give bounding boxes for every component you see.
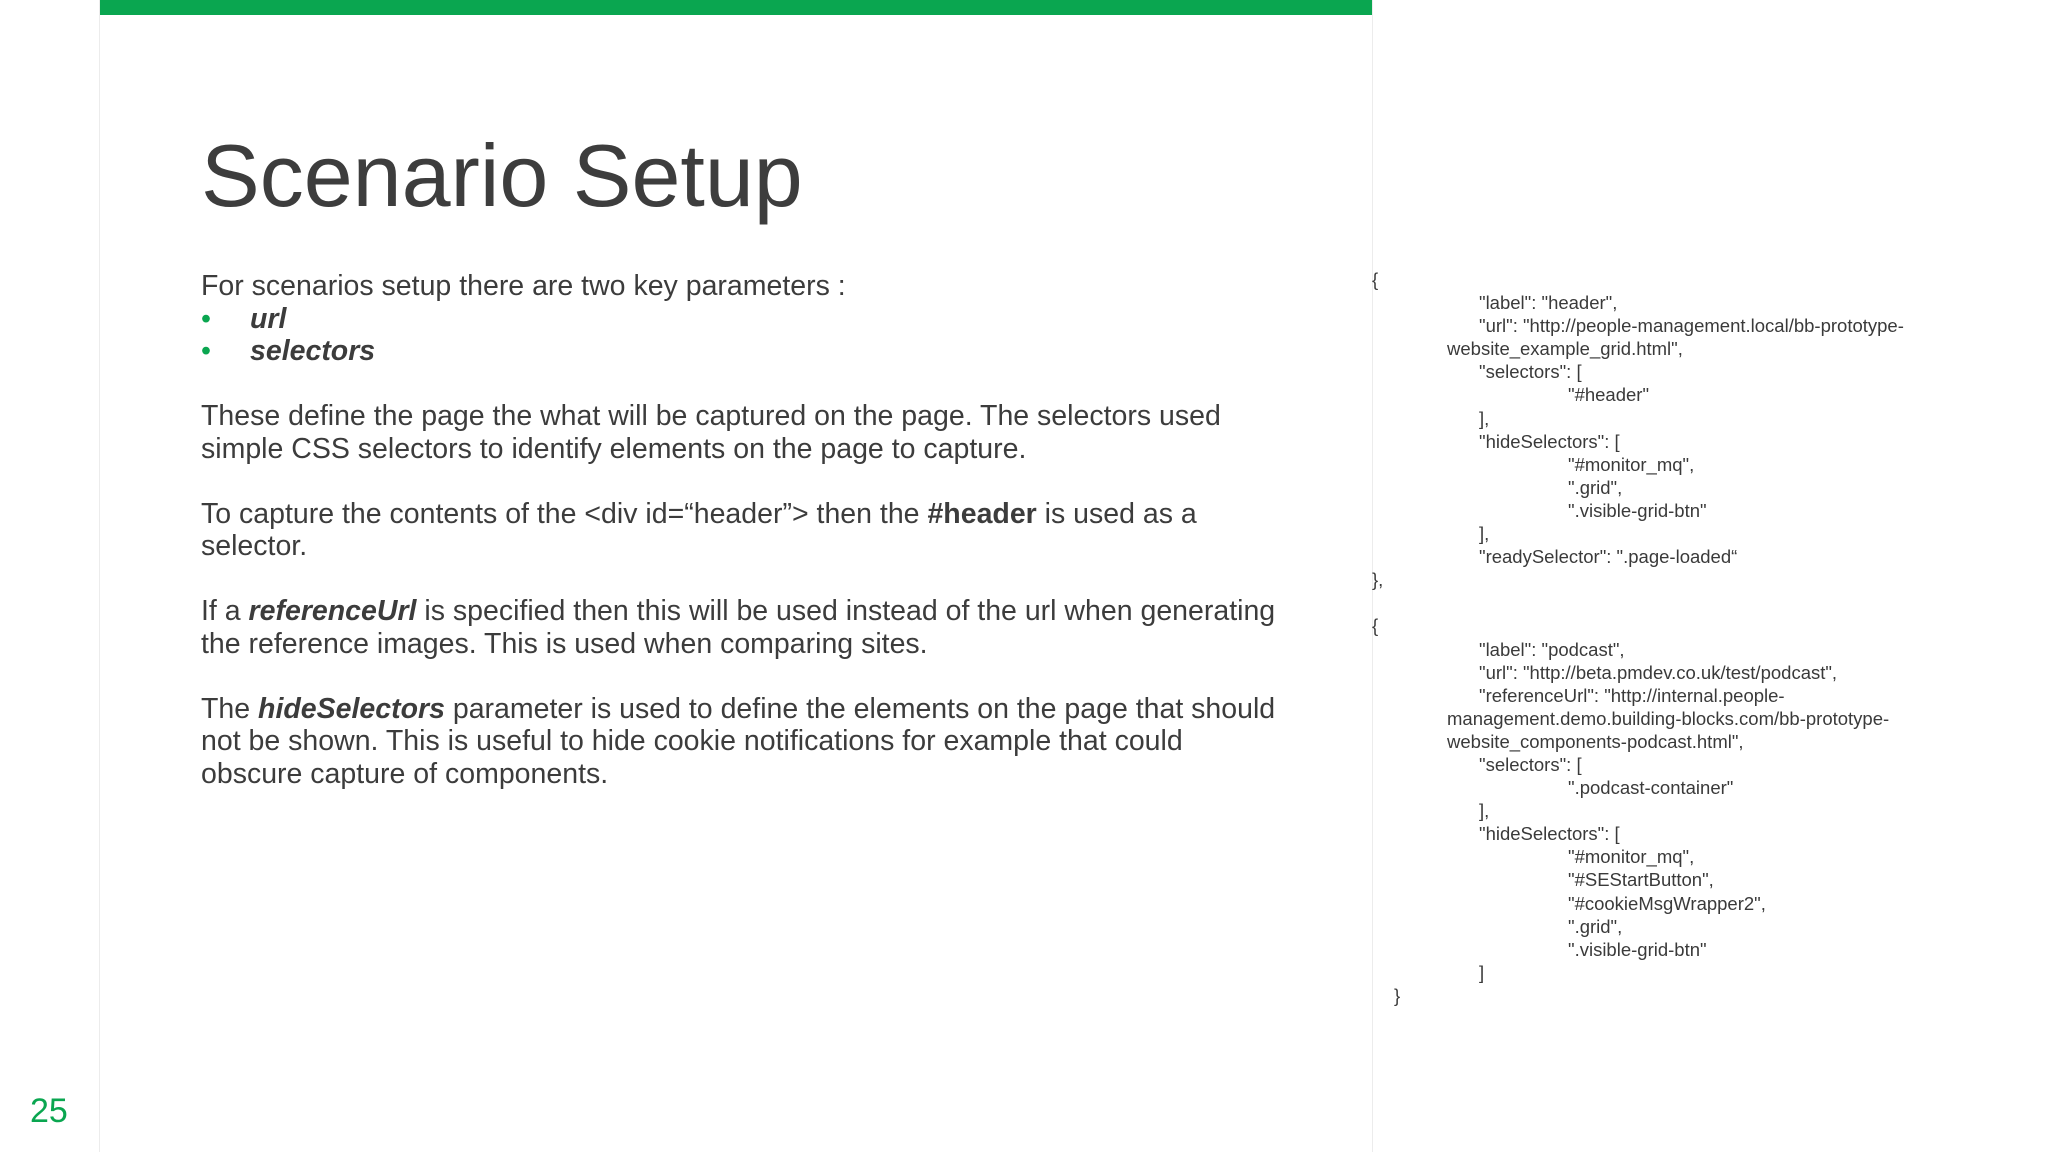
bullet-text: selectors: [250, 335, 376, 367]
code-line: "label": "podcast",: [1479, 638, 1625, 660]
bullet-text: url: [250, 302, 287, 335]
left-margin: [0, 0, 99, 1152]
code-line: ".grid",: [1568, 915, 1623, 937]
code-line: "#cookieMsgWrapper2",: [1568, 892, 1766, 914]
paragraph-selectors: These define the page the what will be captured on the page. The selectors used simple CSS selectors to identify elements on the page to capture.: [201, 400, 1221, 465]
paragraph-reference-url: [201, 595, 1281, 660]
code-line: },: [1372, 569, 1384, 591]
text-span: To capture the contents of the <div id=“header”> then the: [201, 497, 928, 530]
slide: [99, 0, 1373, 1152]
code-line: "selectors": [: [1479, 361, 1582, 383]
code-line: ],: [1479, 800, 1490, 822]
body-text: [201, 270, 1281, 790]
code-line: "#monitor_mq",: [1568, 846, 1695, 868]
code-line: "label": "header",: [1479, 292, 1618, 314]
code-line: website_components-podcast.html",: [1447, 730, 1744, 752]
paragraph-header: [201, 498, 1281, 563]
code-line: {: [1372, 615, 1379, 637]
accent-bar: [100, 0, 1372, 15]
parameter-list: [201, 303, 1281, 368]
code-line: "#monitor_mq",: [1568, 453, 1695, 475]
code-line: website_example_grid.html",: [1447, 338, 1683, 360]
code-line: "hideSelectors": [: [1479, 823, 1620, 845]
text-span: is specified then this will be used instead of the url when generating the reference images. This is used when comparing sites.: [201, 595, 1276, 660]
code-line: "hideSelectors": [: [1479, 430, 1620, 452]
code-line: "#SEStartButton",: [1568, 869, 1714, 891]
code-line: "readySelector": ".page-loaded“: [1479, 546, 1738, 568]
intro-text: For scenarios setup there are two key parameters :: [201, 270, 846, 302]
code-line: {: [1372, 269, 1379, 290]
code-line: [1372, 591, 2012, 614]
code-line: ],: [1479, 523, 1490, 545]
code-line: "url": "http://beta.pmdev.co.uk/test/podcast",: [1479, 661, 1838, 683]
code-line: ".podcast-container": [1568, 777, 1734, 799]
text-span: The: [201, 692, 259, 725]
bullet-icon: •: [201, 302, 211, 335]
code-line: ".visible-grid-btn": [1568, 499, 1707, 521]
page-number: 25: [30, 1092, 68, 1130]
bold-term: hideSelectors: [258, 692, 445, 725]
text-span: parameter is used to define the elements on the page that should not be shown. This is useful to hide cookie notifications for example that could obscure capture of components.: [201, 692, 1276, 790]
slide-title: Scenario Setup: [201, 126, 803, 225]
text-span: If a: [201, 595, 249, 627]
code-line: }: [1394, 984, 1401, 1006]
code-line: ".visible-grid-btn": [1568, 938, 1707, 960]
code-sample: [1372, 268, 2012, 1007]
bullet-item: [201, 303, 1281, 336]
code-line: "#header": [1568, 384, 1650, 406]
code-line: ".grid",: [1568, 476, 1623, 498]
code-line: "referenceUrl": "http://internal.people-: [1479, 684, 1785, 706]
code-line: "selectors": [: [1479, 753, 1582, 775]
paragraph-hide-selectors: [201, 693, 1281, 791]
bold-term: referenceUrl: [248, 595, 417, 627]
bold-term: #header: [927, 497, 1037, 530]
code-line: management.demo.building-blocks.com/bb-prototype-: [1447, 707, 1890, 729]
text-span: is used as a selector.: [201, 497, 1197, 562]
code-line: ]: [1479, 961, 1485, 983]
code-line: ],: [1479, 407, 1490, 429]
code-line: "url": "http://people-management.local/bb-prototype-: [1479, 315, 1904, 337]
bullet-item: [201, 335, 1281, 368]
bullet-icon: •: [201, 335, 211, 367]
